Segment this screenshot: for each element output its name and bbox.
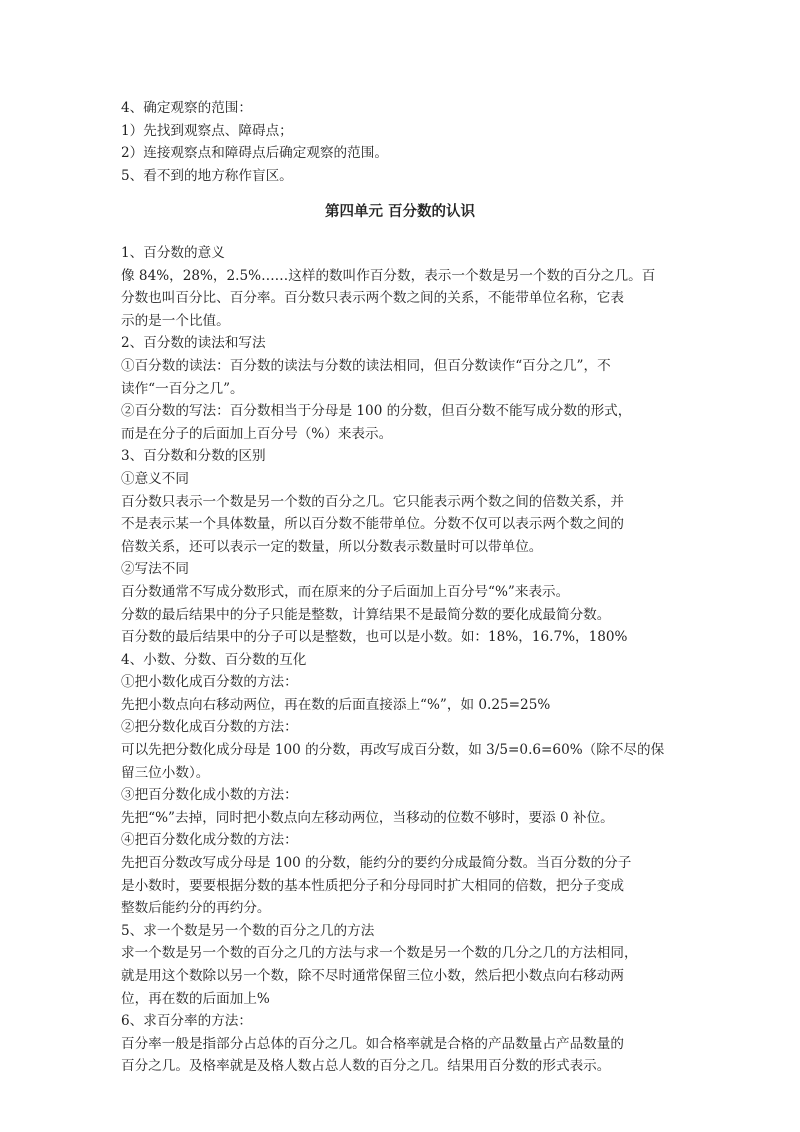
text-line: 6、求百分率的方法： [121,1013,252,1030]
text-line: ②把分数化成百分数的方法： [121,719,298,736]
text-line: ③把百分数化成小数的方法： [121,787,298,804]
text-line: 先把“%”去掉，同时把小数点向左移动两位，当移动的位数不够时，要添 0 补位。 [121,809,614,826]
text-line: 2）连接观察点和障碍点后确定观察的范围。 [121,145,388,162]
text-line: 先把百分数改写成分母是 100 的分数，能约分的要约分成最简分数。当百分数的分子 [121,855,632,872]
text-line: 1、百分数的意义 [121,245,225,261]
text-line: 读作“一百分之几”。 [121,380,244,397]
body-section [121,242,681,1078]
text-line: ①把小数化成百分数的方法： [121,674,298,691]
text-line: 可以先把分数化成分母是 100 的分数，再改写成百分数，如 3/5=0.6=60%（除不尽的保 [121,742,665,759]
text-line: ②百分数的写法：百分数相当于分母是 100 的分数，但百分数不能写成分数的形式， [121,403,632,420]
text-line: 倍数关系，还可以表示一定的数量，所以分数表示数量时可以带单位。 [121,538,543,555]
top-section [121,97,681,187]
text-line: 不是表示某一个具体数量，所以百分数不能带单位。分数不仅可以表示两个数之间的 [121,516,624,533]
text-line: 2、百分数的读法和写法 [121,335,266,352]
text-line: 就是用这个数除以另一个数，除不尽时通常保留三位小数，然后把小数点向右移动两 [121,968,624,984]
text-line: 整数后能约分的再约分。 [121,900,271,917]
text-line: 示的是一个比值。 [121,312,230,329]
text-line: ④把百分数化成分数的方法： [121,832,298,849]
text-line: 百分数的最后结果中的分子可以是整数，也可以是小数。如：18%，16.7%，180% [121,629,628,646]
text-line: 百分数只表示一个数是另一个数的百分之几。它只能表示两个数之间的倍数关系，并 [121,493,624,510]
text-line: 分数也叫百分比、百分率。百分数只表示两个数之间的关系，不能带单位名称，它表 [121,290,624,307]
text-line: 而是在分子的后面加上百分号（%）来表示。 [121,425,393,442]
text-line: 求一个数是另一个数的百分之几的方法与求一个数是另一个数的几分之几的方法相同， [121,945,638,962]
unit-title: 第四单元 百分数的认识 [324,204,476,220]
text-line: 百分率一般是指部分占总体的百分之几。如合格率就是合格的产品数量占产品数量的 [121,1035,624,1052]
text-line: 像 84%，28%，2.5%……这样的数叫作百分数，表示一个数是另一个数的百分之几。百 [121,267,656,284]
text-line: 百分数通常不写成分数形式，而在原来的分子后面加上百分号“%”来表示。 [121,583,570,600]
text-line: 是小数时，要要根据分数的基本性质把分子和分母同时扩大相同的倍数，把分子变成 [121,877,624,894]
text-line: ①百分数的读法：百分数的读法与分数的读法相同，但百分数读作“百分之几”，不 [121,357,611,374]
text-line: 5、看不到的地方称作盲区。 [121,167,293,184]
text-line: 先把小数点向右移动两位，再在数的后面直接添上“%”，如 0.25=25% [121,696,551,713]
text-line: 4、确定观察的范围： [121,100,252,116]
text-line: 百分之几。及格率就是及格人数占总人数的百分之几。结果用百分数的形式表示。 [121,1058,611,1075]
text-line: 4、小数、分数、百分数的互化 [121,651,307,668]
text-line: 留三位小数）。 [121,764,210,781]
text-line: 1）先找到观察点、障碍点； [121,122,293,139]
text-line: ②写法不同 [121,561,189,578]
text-line: 3、百分数和分数的区别 [121,448,266,465]
text-line: 位，再在数的后面加上% [121,990,270,1007]
text-line: ①意义不同 [121,470,189,487]
title-container [0,201,800,223]
text-line: 分数的最后结果中的分子只能是整数，计算结果不是最简分数的要化成最简分数。 [121,606,611,623]
text-line: 5、求一个数是另一个数的百分之几的方法 [121,922,375,939]
